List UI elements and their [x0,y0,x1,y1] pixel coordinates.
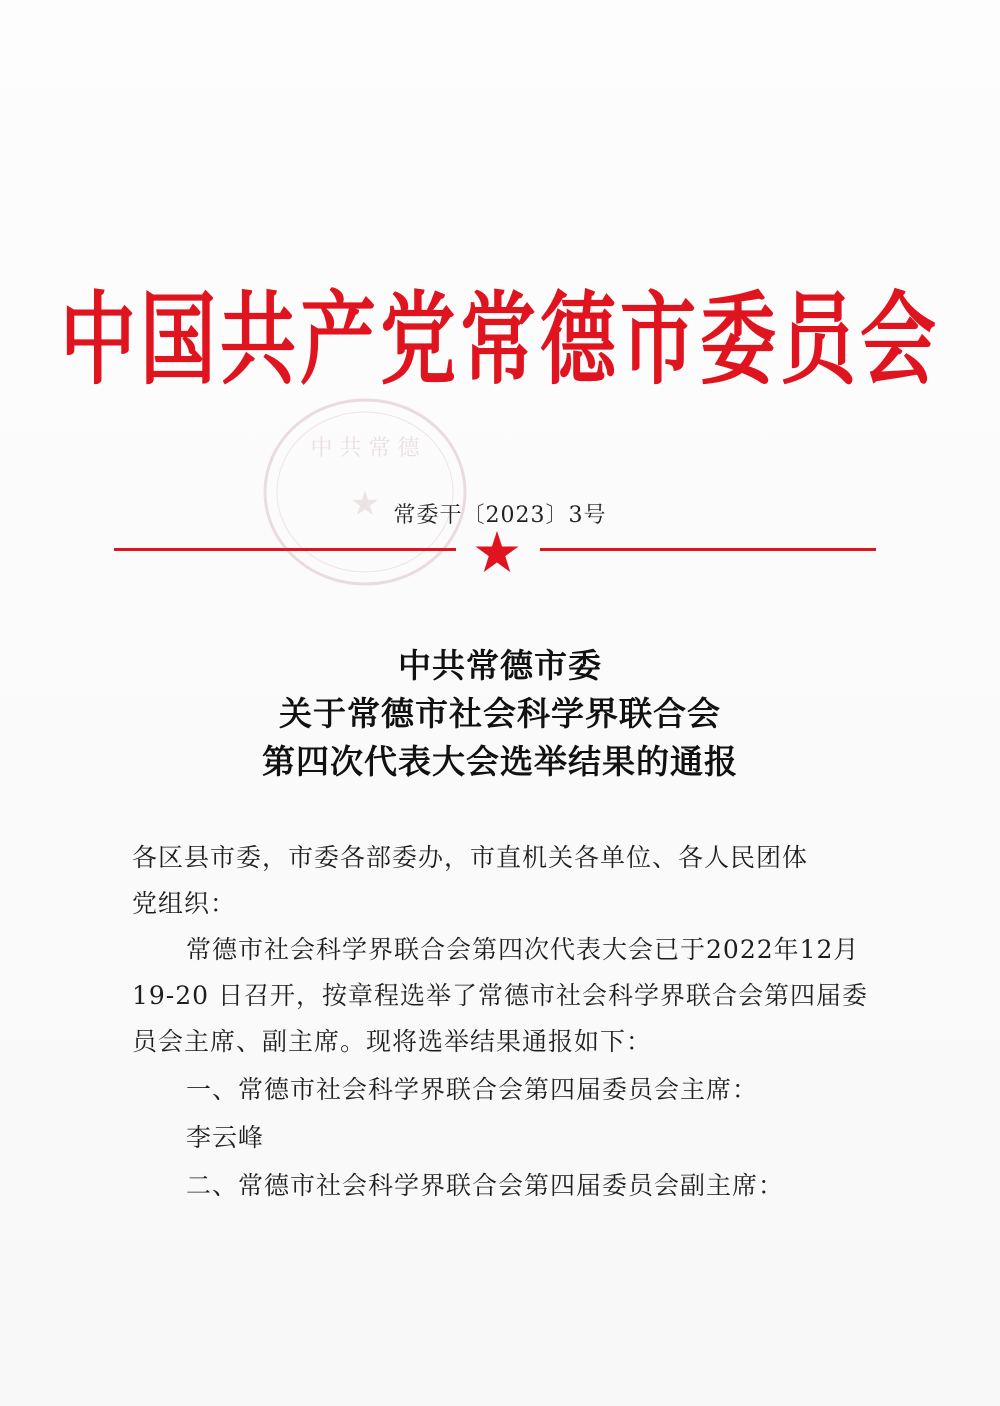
issuer-masthead: 中国共产党常德市委员会 [60,280,940,399]
salutation-line-1: 各区县市委，市委各部委办，市直机关各单位、各人民团体 [132,843,809,872]
svg-text:★: ★ [349,484,381,524]
red-divider-left [114,548,456,551]
item-1-name: 李云峰 [186,1123,265,1152]
title-line-3: 第四次代表大会选举结果的通报 [262,742,738,781]
title-line-1: 中共常德市委 [398,646,602,685]
official-seal-imprint [260,395,470,590]
salutation-line-2: 党组织： [132,889,237,918]
paragraph-1-line-2: 19-20 日召开，按章程选举了常德市社会科学界联合会第四届委 [132,981,869,1010]
red-divider-right [540,548,876,551]
title-line-2: 关于常德市社会科学界联合会 [279,694,721,733]
svg-text:中 共 常 德: 中 共 常 德 [310,436,420,461]
paragraph-1-line-1: 常德市社会科学界联合会第四次代表大会已于2022年12月 [186,935,860,964]
document-number: 常委干〔2023〕3号 [393,503,607,528]
item-2-heading: 二、常德市社会科学界联合会第四届委员会副主席： [186,1171,785,1200]
paragraph-1-line-3: 员会主席、副主席。现将选举结果通报如下： [132,1027,653,1056]
item-1-heading: 一、常德市社会科学界联合会第四届委员会主席： [186,1075,759,1104]
red-star-icon [474,530,520,574]
